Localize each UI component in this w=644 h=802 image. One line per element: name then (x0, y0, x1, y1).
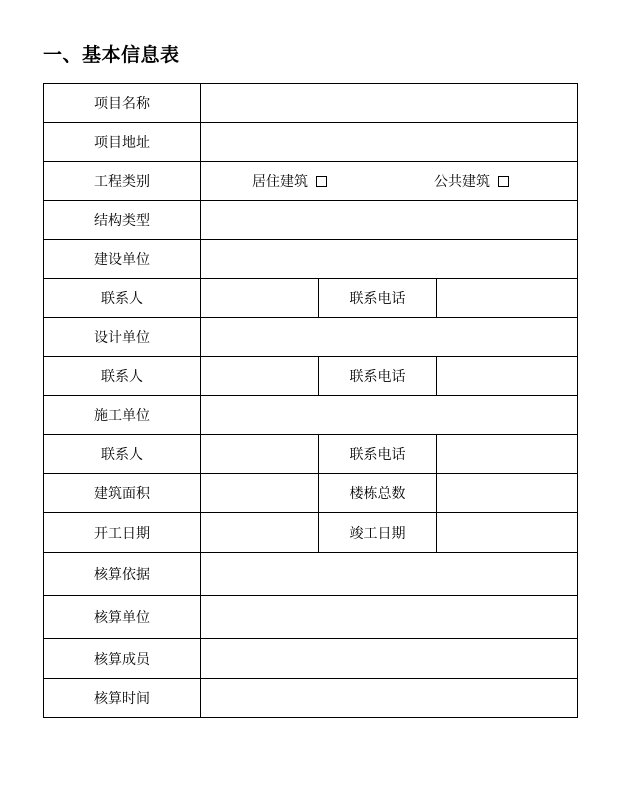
accounting-unit-field[interactable] (201, 596, 578, 639)
builder-unit-label: 施工单位 (44, 396, 201, 435)
contact-person-label: 联系人 (44, 357, 201, 396)
accounting-members-label: 核算成员 (44, 639, 201, 679)
table-row (44, 201, 578, 240)
contact-person-field[interactable] (201, 279, 319, 318)
table-row (44, 679, 578, 718)
contact-phone-field[interactable] (437, 357, 578, 396)
table-row (44, 318, 578, 357)
start-date-label: 开工日期 (44, 513, 201, 553)
contact-person-label: 联系人 (44, 279, 201, 318)
accounting-basis-label: 核算依据 (44, 553, 201, 596)
table-row (44, 84, 578, 123)
table-row (44, 596, 578, 639)
construction-unit-label: 建设单位 (44, 240, 201, 279)
checkbox-icon[interactable] (498, 176, 509, 187)
page-title: 一、基本信息表 (43, 44, 180, 66)
project-name-label: 项目名称 (44, 84, 201, 123)
project-address-label: 项目地址 (44, 123, 201, 162)
contact-phone-label: 联系电话 (319, 279, 437, 318)
accounting-time-label: 核算时间 (44, 679, 201, 718)
construction-unit-field[interactable] (201, 240, 578, 279)
completion-date-field[interactable] (437, 513, 578, 553)
completion-date-label: 竣工日期 (319, 513, 437, 553)
table-row (44, 513, 578, 553)
total-buildings-label: 楼栋总数 (319, 474, 437, 513)
table-row (44, 279, 578, 318)
contact-person-label: 联系人 (44, 435, 201, 474)
structure-type-field[interactable] (201, 201, 578, 240)
project-address-field[interactable] (201, 123, 578, 162)
project-type-options (201, 162, 578, 201)
design-unit-label: 设计单位 (44, 318, 201, 357)
table-row (44, 639, 578, 679)
checkbox-icon[interactable] (316, 176, 327, 187)
public-option[interactable] (434, 171, 509, 191)
residential-option[interactable] (252, 171, 327, 191)
basic-info-table (43, 83, 578, 718)
accounting-basis-field[interactable] (201, 553, 578, 596)
residential-option-label: 居住建筑 (252, 174, 308, 190)
table-row (44, 240, 578, 279)
contact-person-field[interactable] (201, 357, 319, 396)
contact-phone-field[interactable] (437, 435, 578, 474)
project-type-label: 工程类别 (44, 162, 201, 201)
start-date-field[interactable] (201, 513, 319, 553)
accounting-members-field[interactable] (201, 639, 578, 679)
design-unit-field[interactable] (201, 318, 578, 357)
contact-phone-label: 联系电话 (319, 357, 437, 396)
contact-phone-field[interactable] (437, 279, 578, 318)
contact-phone-label: 联系电话 (319, 435, 437, 474)
table-row (44, 123, 578, 162)
table-row (44, 435, 578, 474)
table-row (44, 553, 578, 596)
accounting-unit-label: 核算单位 (44, 596, 201, 639)
total-buildings-field[interactable] (437, 474, 578, 513)
table-row (44, 474, 578, 513)
table-row (44, 396, 578, 435)
accounting-time-field[interactable] (201, 679, 578, 718)
structure-type-label: 结构类型 (44, 201, 201, 240)
builder-unit-field[interactable] (201, 396, 578, 435)
table-row (44, 162, 578, 201)
contact-person-field[interactable] (201, 435, 319, 474)
project-name-field[interactable] (201, 84, 578, 123)
public-option-label: 公共建筑 (434, 174, 491, 190)
table-row (44, 357, 578, 396)
building-area-field[interactable] (201, 474, 319, 513)
building-area-label: 建筑面积 (44, 474, 201, 513)
